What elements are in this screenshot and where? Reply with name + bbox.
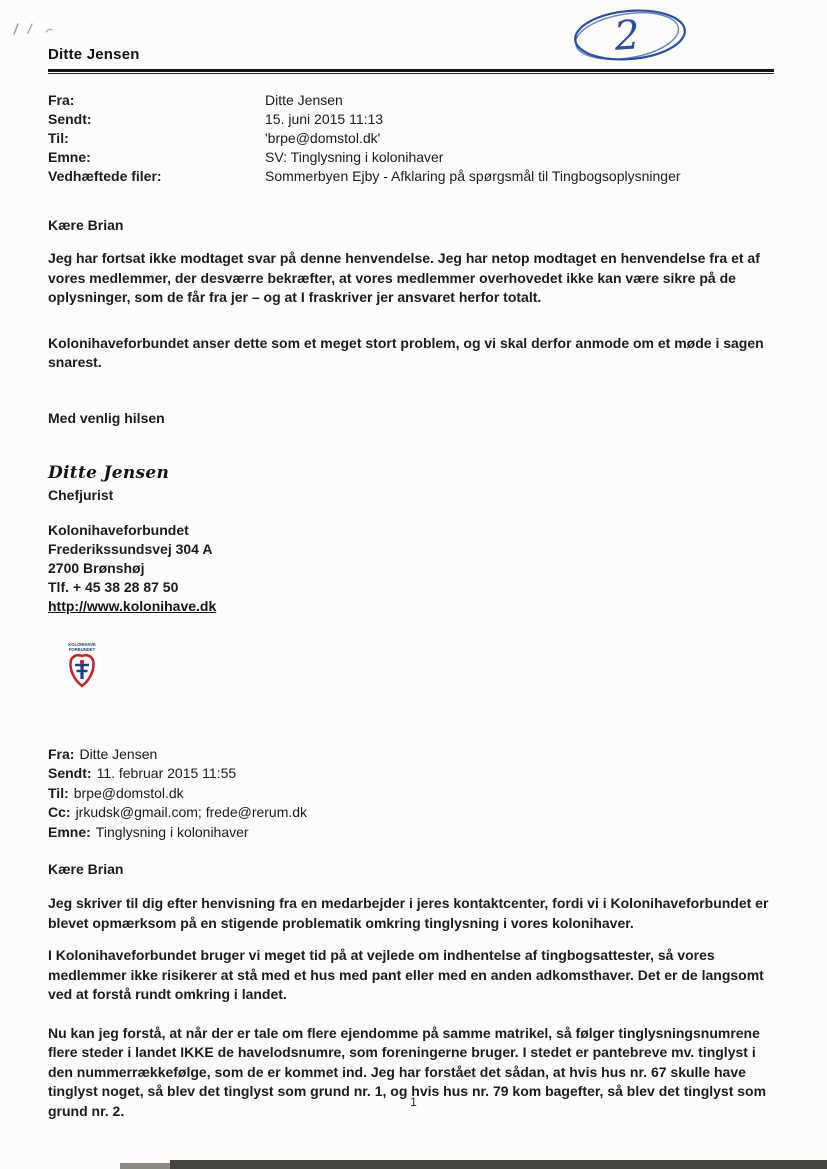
meta-label: Vedhæftede filer:: [48, 168, 162, 184]
signature-contact-block: [48, 521, 778, 616]
meta-label: Fra:: [48, 92, 75, 108]
quoted-meta-label: Sendt:: [48, 765, 92, 781]
org-logo-dot: [80, 659, 84, 663]
quoted-meta-line-from: [48, 745, 778, 765]
quoted-paragraph: Jeg skriver til dig efter henvisning fra en medarbejder i jeres kontaktcenter, fordi vi i Kolonihaveforbundet er blevet opmærksom på en stigende problematik omkring tinglysning i vores kolonihaver.: [48, 895, 769, 931]
handwritten-circled-number: [566, 4, 696, 66]
meta-value: Sommerbyen Ejby - Afklaring på spørgsmål til Tingbogsoplysninger: [265, 168, 681, 184]
phone-number: Tlf. + 45 38 28 87 50: [48, 578, 179, 595]
scan-artifact-bar: [170, 1160, 827, 1169]
quoted-meta-line-sent: [48, 764, 778, 784]
body-paragraph: Kolonihaveforbundet anser dette som et meget stort problem, og vi skal derfor anmode om et møde i sagen snarest.: [48, 334, 764, 370]
signature-name: Ditte Jensen: [48, 462, 170, 483]
handwritten-scribble: [8, 16, 64, 42]
body-paragraph: Jeg har fortsat ikke modtaget svar på denne henvendelse. Jeg har netop modtaget en henvendelse fra et af vores medlemmer, der desværre bekræfter, at vores medlemmer overhovedet ikke kan være sikre på de oplysninger, som de får fra jer – og at I fraskriver jer ansvaret herfor totalt.: [48, 250, 760, 305]
quoted-meta-value: Ditte Jensen: [79, 745, 158, 762]
page-number: 1: [410, 1095, 417, 1109]
quoted-meta-value: jrkudsk@gmail.com; frede@rerum.dk: [75, 804, 308, 820]
quoted-meta-label: Emne:: [48, 823, 91, 840]
address-line-2: 2700 Brønshøj: [48, 559, 145, 576]
org-logo-text-2: FORBUNDET: [68, 646, 96, 652]
signature-title: Chefjurist: [48, 486, 114, 503]
meta-label: Emne:: [48, 149, 91, 165]
quoted-paragraph: I Kolonihaveforbundet bruger vi meget tid på at vejlede om indhentelse af tingbogsattester, så vores medlemmer ikke risikerer at stå med et hus med pant eller med en anden adkomsthaver. Det er de langsomt ved at forstå rundt omkring i landet.: [48, 947, 764, 1002]
header-rule-thin: [48, 73, 774, 74]
org-logo-text-1: KOLONIHAVE: [68, 641, 96, 647]
meta-row-to: [48, 129, 778, 148]
quoted-email-header: [48, 745, 778, 843]
website-link[interactable]: http://www.kolonihave.dk: [48, 597, 217, 614]
meta-row-subject: [48, 148, 778, 167]
quoted-meta-line-cc: [48, 803, 778, 823]
header-rule: [48, 69, 774, 72]
meta-row-sent: [48, 110, 778, 129]
quoted-meta-line-subject: [48, 823, 778, 843]
author-name-heading: Ditte Jensen: [48, 46, 140, 63]
quoted-meta-label: Fra:: [48, 745, 75, 762]
quoted-meta-value: Tinglysning i kolonihaver: [95, 823, 249, 840]
meta-label: Sendt:: [48, 111, 92, 127]
quoted-meta-label: Til:: [48, 784, 69, 801]
meta-row-attachments: [48, 167, 778, 186]
scan-artifact-fade: [120, 1163, 175, 1169]
quoted-greeting: Kære Brian: [48, 861, 124, 877]
greeting: Kære Brian: [48, 217, 124, 233]
circled-number-value: 2: [612, 12, 642, 60]
org-logo: [60, 641, 104, 691]
meta-value: Ditte Jensen: [265, 92, 343, 108]
org-name: Kolonihaveforbundet: [48, 521, 189, 538]
meta-value: 'brpe@domstol.dk': [265, 130, 381, 146]
closing: Med venlig hilsen: [48, 409, 165, 426]
meta-value: SV: Tinglysning i kolonihaver: [265, 149, 444, 165]
meta-value: 15. juni 2015 11:13: [265, 111, 384, 127]
quoted-meta-line-to: [48, 784, 778, 804]
quoted-meta-value: brpe@domstol.dk: [73, 784, 184, 801]
email-meta: [48, 91, 778, 186]
quoted-paragraph: Nu kan jeg forstå, at når der er tale om flere ejendomme på samme matrikel, så følger tinglysningsnumrene flere steder i landet IKKE de havelodsnumre, som foreningerne bruger. I stedet er pantebreve mv. tinglyst i den nummerrækkefølge, som de er kommet ind. Jeg har forstået det sådan, at hvis hus nr. 67 skulle have tinglyst noget, så blev det tinglyst som grund nr. 1, og hvis hus nr. 79 kom bagefter, så blev det tinglyst som grund nr. 2.: [48, 1024, 767, 1119]
quoted-meta-label: Cc:: [48, 804, 71, 820]
meta-row-from: [48, 91, 778, 110]
meta-label: Til:: [48, 130, 69, 146]
quoted-meta-value: 11. februar 2015 11:55: [96, 765, 237, 781]
address-line-1: Frederikssundsvej 304 A: [48, 540, 213, 557]
